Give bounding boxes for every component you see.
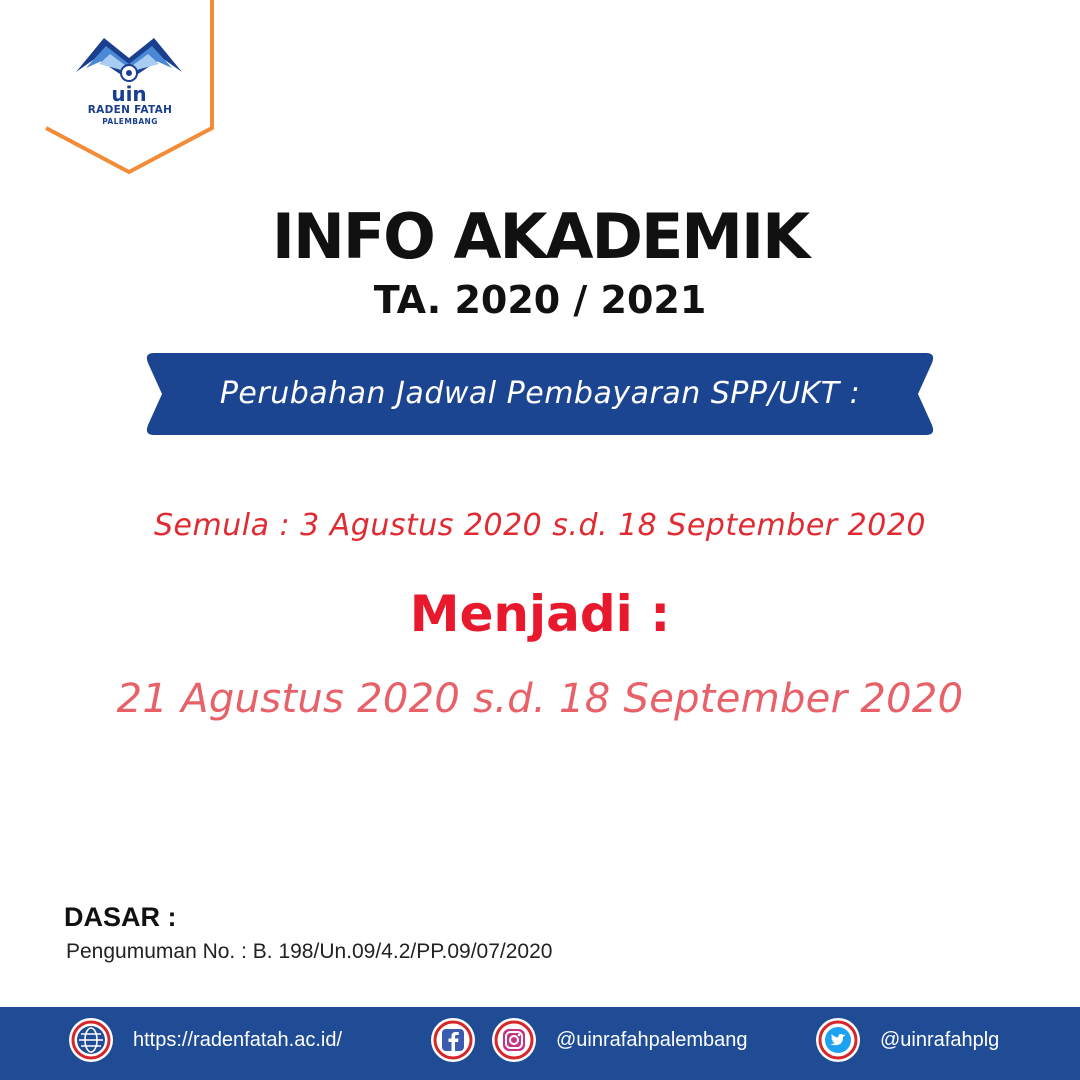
logo-city: PALEMBANG (102, 117, 158, 126)
website-link[interactable]: https://radenfatah.ac.id/ (133, 1029, 343, 1051)
facebook-icon[interactable] (430, 1017, 476, 1063)
globe-icon (68, 1017, 114, 1063)
logo-badge (44, 0, 214, 175)
twitter-icon[interactable] (815, 1017, 861, 1063)
page-title: INFO AKADEMIK (271, 200, 809, 273)
page-subtitle: TA. 2020 / 2021 (373, 278, 707, 322)
announcement-number: Pengumuman No. : B. 198/Un.09/4.2/PP.09/07/2020 (66, 940, 553, 963)
banner-text: Perubahan Jadwal Pembayaran SPP/UKT : (219, 376, 861, 411)
uin-logo-icon (76, 38, 182, 106)
svg-text:uin: uin (111, 82, 147, 106)
old-schedule: Semula : 3 Agustus 2020 s.d. 18 September 2020 (154, 508, 926, 543)
basis-heading: DASAR : (64, 902, 177, 932)
social-handle[interactable]: @uinrafahpalembang (556, 1029, 748, 1051)
instagram-icon[interactable] (491, 1017, 537, 1063)
logo-name: RADEN FATAH (87, 104, 173, 116)
new-schedule-label: Menjadi : (409, 585, 671, 643)
new-schedule: 21 Agustus 2020 s.d. 18 September 2020 (116, 676, 964, 722)
twitter-handle[interactable]: @uinrafahplg (880, 1029, 1000, 1051)
